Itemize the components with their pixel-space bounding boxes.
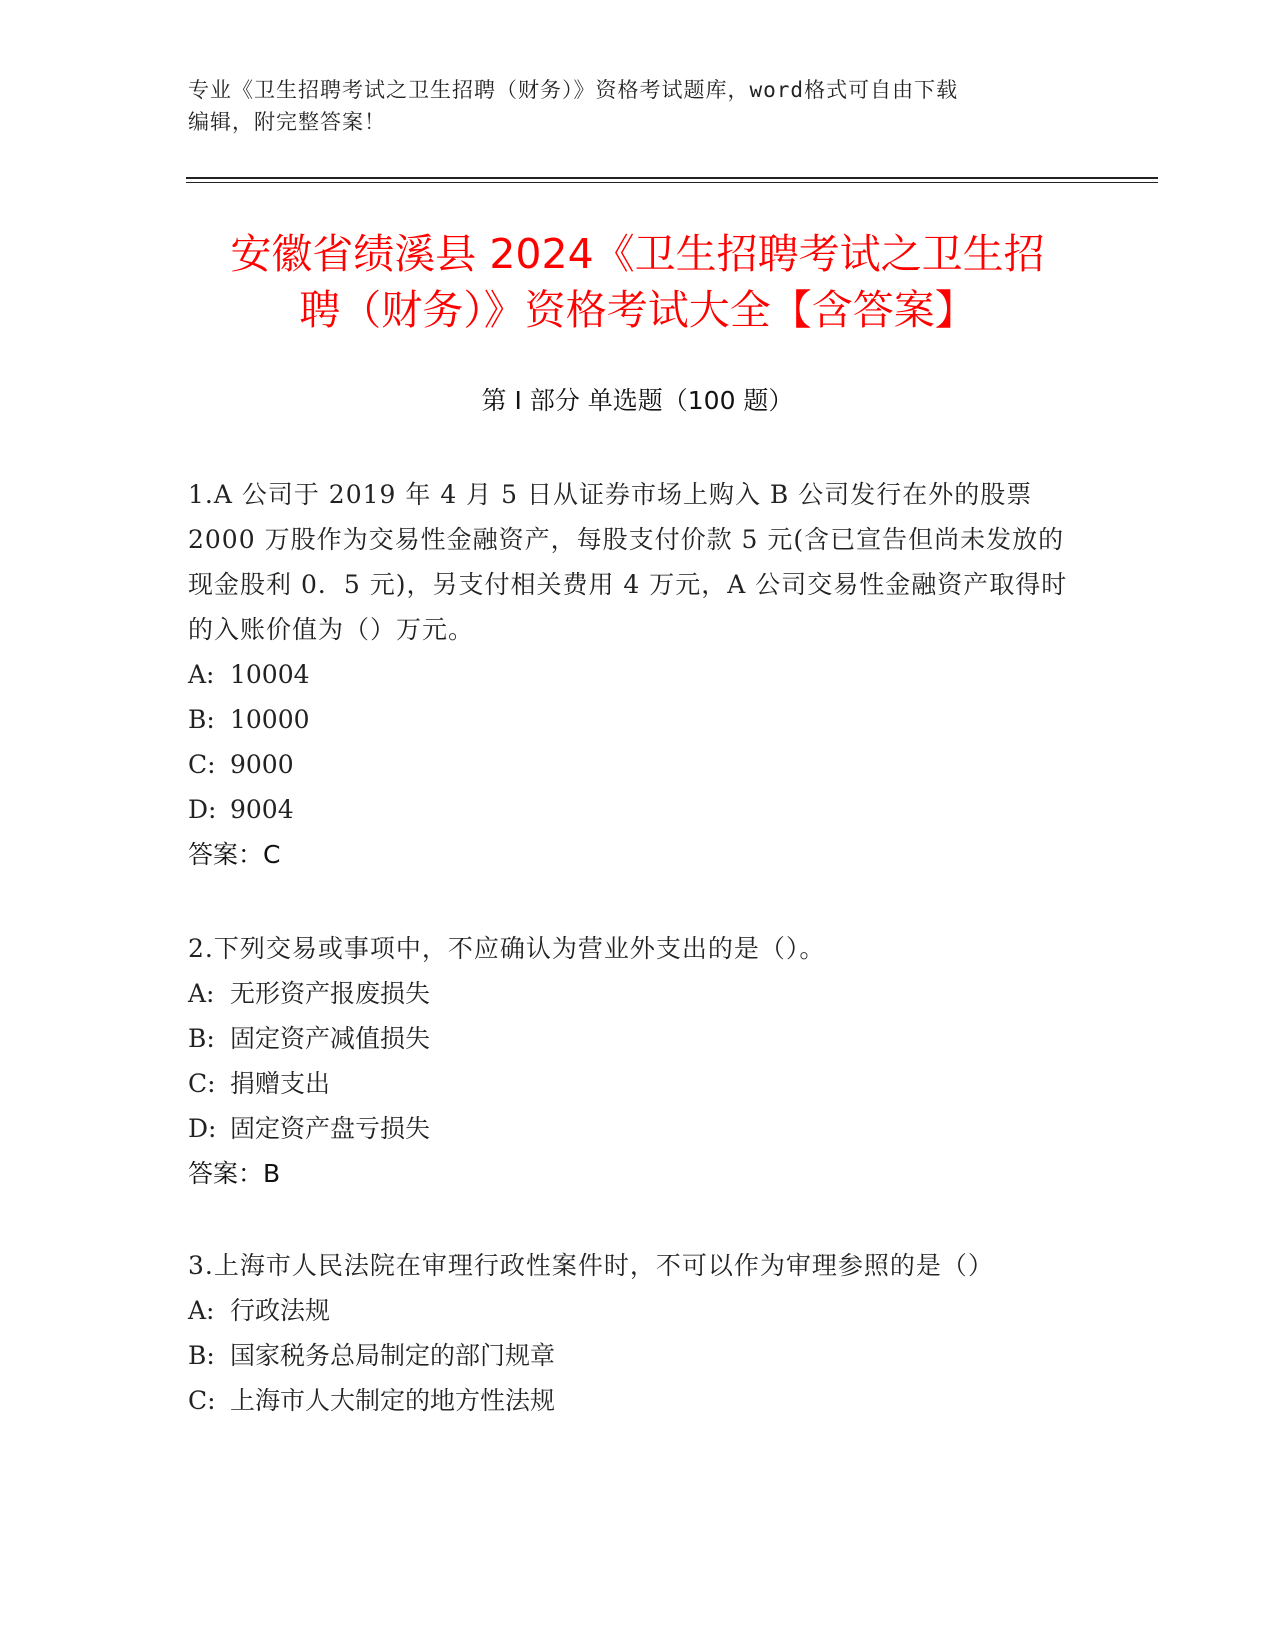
question-1-option-c xyxy=(188,742,1088,787)
question-1-stem: A 公司于 2019 年 4 月 5 日从证券市场上购入 B 公司发行在外的股票 2000 万股作为交易性金融资产，每股支付价款 5 元(含已宣告但尚未发放的现金股利 0．5 元)，另支付相关费用 4 万元，A 公司交易性金融资产取得时的入账价值为（）万元。 xyxy=(188,480,1068,644)
option-text: 国家税务总局制定的部门规章 xyxy=(230,1341,556,1370)
option-letter: B: xyxy=(188,1024,215,1053)
header-note xyxy=(188,74,1068,138)
option-text: 固定资产减值损失 xyxy=(230,1024,431,1053)
question-1-option-d xyxy=(188,787,1088,832)
question-3 xyxy=(188,1243,1088,1423)
option-text: 9000 xyxy=(230,750,294,779)
option-letter: C: xyxy=(188,750,216,779)
option-letter: C: xyxy=(188,1386,216,1415)
option-letter: A: xyxy=(188,979,215,1008)
question-3-option-a xyxy=(188,1288,1088,1333)
option-text: 行政法规 xyxy=(230,1296,331,1325)
question-1-text xyxy=(188,472,1088,652)
question-2-text xyxy=(188,926,1088,971)
header-note-line-1: 专业《卫生招聘考试之卫生招聘（财务）》资格考试题库，word格式可自由下载 xyxy=(188,78,959,102)
option-text: 10004 xyxy=(230,660,310,689)
document-title-line-2: 聘（财务）》资格考试大全【含答案】 xyxy=(299,286,976,334)
question-2-option-c xyxy=(188,1061,1088,1106)
question-3-stem: 上海市人民法院在审理行政性案件时，不可以作为审理参照的是（） xyxy=(213,1251,994,1280)
option-letter: A: xyxy=(188,660,215,689)
document-title-line-1: 安徽省绩溪县 2024《卫生招聘考试之卫生招 xyxy=(230,230,1045,278)
question-2 xyxy=(188,926,1088,1196)
question-2-stem: 下列交易或事项中，不应确认为营业外支出的是（）。 xyxy=(213,934,826,963)
question-2-answer: 答案：B xyxy=(188,1159,281,1188)
question-3-text xyxy=(188,1243,1088,1288)
question-1-number: 1. xyxy=(188,480,214,509)
question-1-option-a xyxy=(188,652,1088,697)
option-letter: D: xyxy=(188,795,217,824)
header-divider xyxy=(186,177,1158,183)
option-letter: D: xyxy=(188,1114,217,1143)
question-1-option-b xyxy=(188,697,1088,742)
option-letter: C: xyxy=(188,1069,216,1098)
question-1 xyxy=(188,472,1088,877)
question-2-option-a xyxy=(188,971,1088,1016)
option-letter: B: xyxy=(188,705,215,734)
question-3-option-b xyxy=(188,1333,1088,1378)
option-text: 固定资产盘亏损失 xyxy=(230,1114,431,1143)
option-text: 9004 xyxy=(230,795,294,824)
option-text: 上海市人大制定的地方性法规 xyxy=(230,1386,556,1415)
option-letter: A: xyxy=(188,1296,215,1325)
header-note-line-2: 编辑，附完整答案！ xyxy=(188,110,386,134)
question-3-option-c xyxy=(188,1378,1088,1423)
option-letter: B: xyxy=(188,1341,215,1370)
section-heading: 第 I 部分 单选题（100 题） xyxy=(481,386,794,415)
document-title xyxy=(150,226,1125,338)
question-3-number: 3. xyxy=(188,1251,214,1280)
option-text: 无形资产报废损失 xyxy=(230,979,431,1008)
option-text: 10000 xyxy=(230,705,310,734)
question-2-option-d xyxy=(188,1106,1088,1151)
question-1-answer: 答案：C xyxy=(188,840,281,869)
question-2-number: 2. xyxy=(188,934,214,963)
option-text: 捐赠支出 xyxy=(230,1069,331,1098)
question-2-option-b xyxy=(188,1016,1088,1061)
